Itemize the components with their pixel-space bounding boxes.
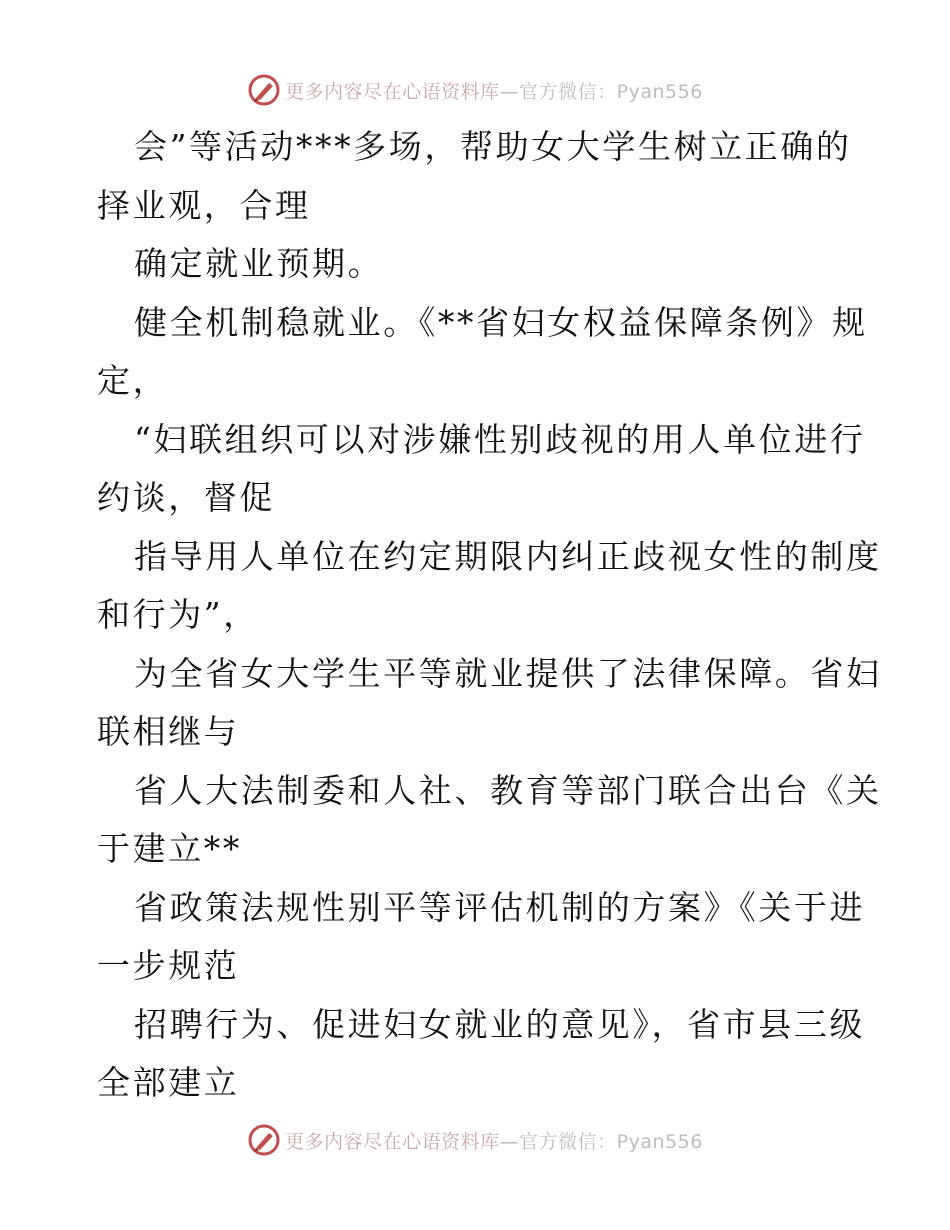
- text-line: 省人大法制委和人社、教育等部门联合出台《关: [134, 770, 882, 810]
- watermark-wechat: 官方微信：Pyan556: [519, 80, 703, 103]
- watermark-dash: —: [499, 80, 520, 103]
- text-line: 会”等活动***多场，帮助女大学生树立正确的: [134, 127, 852, 166]
- text-line: 健全机制稳就业。《**省妇女权益保障条例》规: [134, 302, 868, 342]
- text-line: 约谈，督促: [97, 478, 275, 517]
- text-line: 全部建立: [97, 1063, 240, 1102]
- text-line: 联相继与: [97, 712, 240, 751]
- pen-logo-icon: [247, 1123, 281, 1157]
- text-line: 择业观，合理: [97, 185, 311, 225]
- text-line: 为全省女大学生平等就业提供了法律保障。省妇: [134, 653, 882, 693]
- text-line: 和行为”，: [97, 595, 259, 634]
- text-line: 确定就业预期。: [134, 244, 384, 283]
- pen-logo-icon: [247, 73, 281, 107]
- watermark-main: 更多内容尽在心语资料库: [285, 1130, 500, 1153]
- text-line: 定，: [97, 361, 169, 400]
- text-line: 一步规范: [97, 946, 240, 985]
- text-line: 省政策法规性别平等评估机制的方案》《关于进: [134, 887, 866, 927]
- watermark-text: [285, 1127, 703, 1154]
- document-body: [97, 118, 882, 1113]
- text-line: “妇联组织可以对涉嫌性别歧视的用人单位进行: [134, 419, 866, 459]
- watermark-footer: [0, 1120, 950, 1160]
- watermark-wechat: 官方微信：Pyan556: [519, 1130, 703, 1153]
- watermark-dash: —: [499, 1130, 520, 1153]
- text-line: 指导用人单位在约定期限内纠正歧视女性的制度: [134, 536, 882, 576]
- watermark-text: [285, 77, 703, 104]
- watermark-main: 更多内容尽在心语资料库: [285, 80, 500, 103]
- text-line: 于建立**: [97, 829, 242, 868]
- text-line: 招聘行为、促进妇女就业的意见》，省市县三级: [134, 1004, 866, 1044]
- watermark-header: [0, 70, 950, 110]
